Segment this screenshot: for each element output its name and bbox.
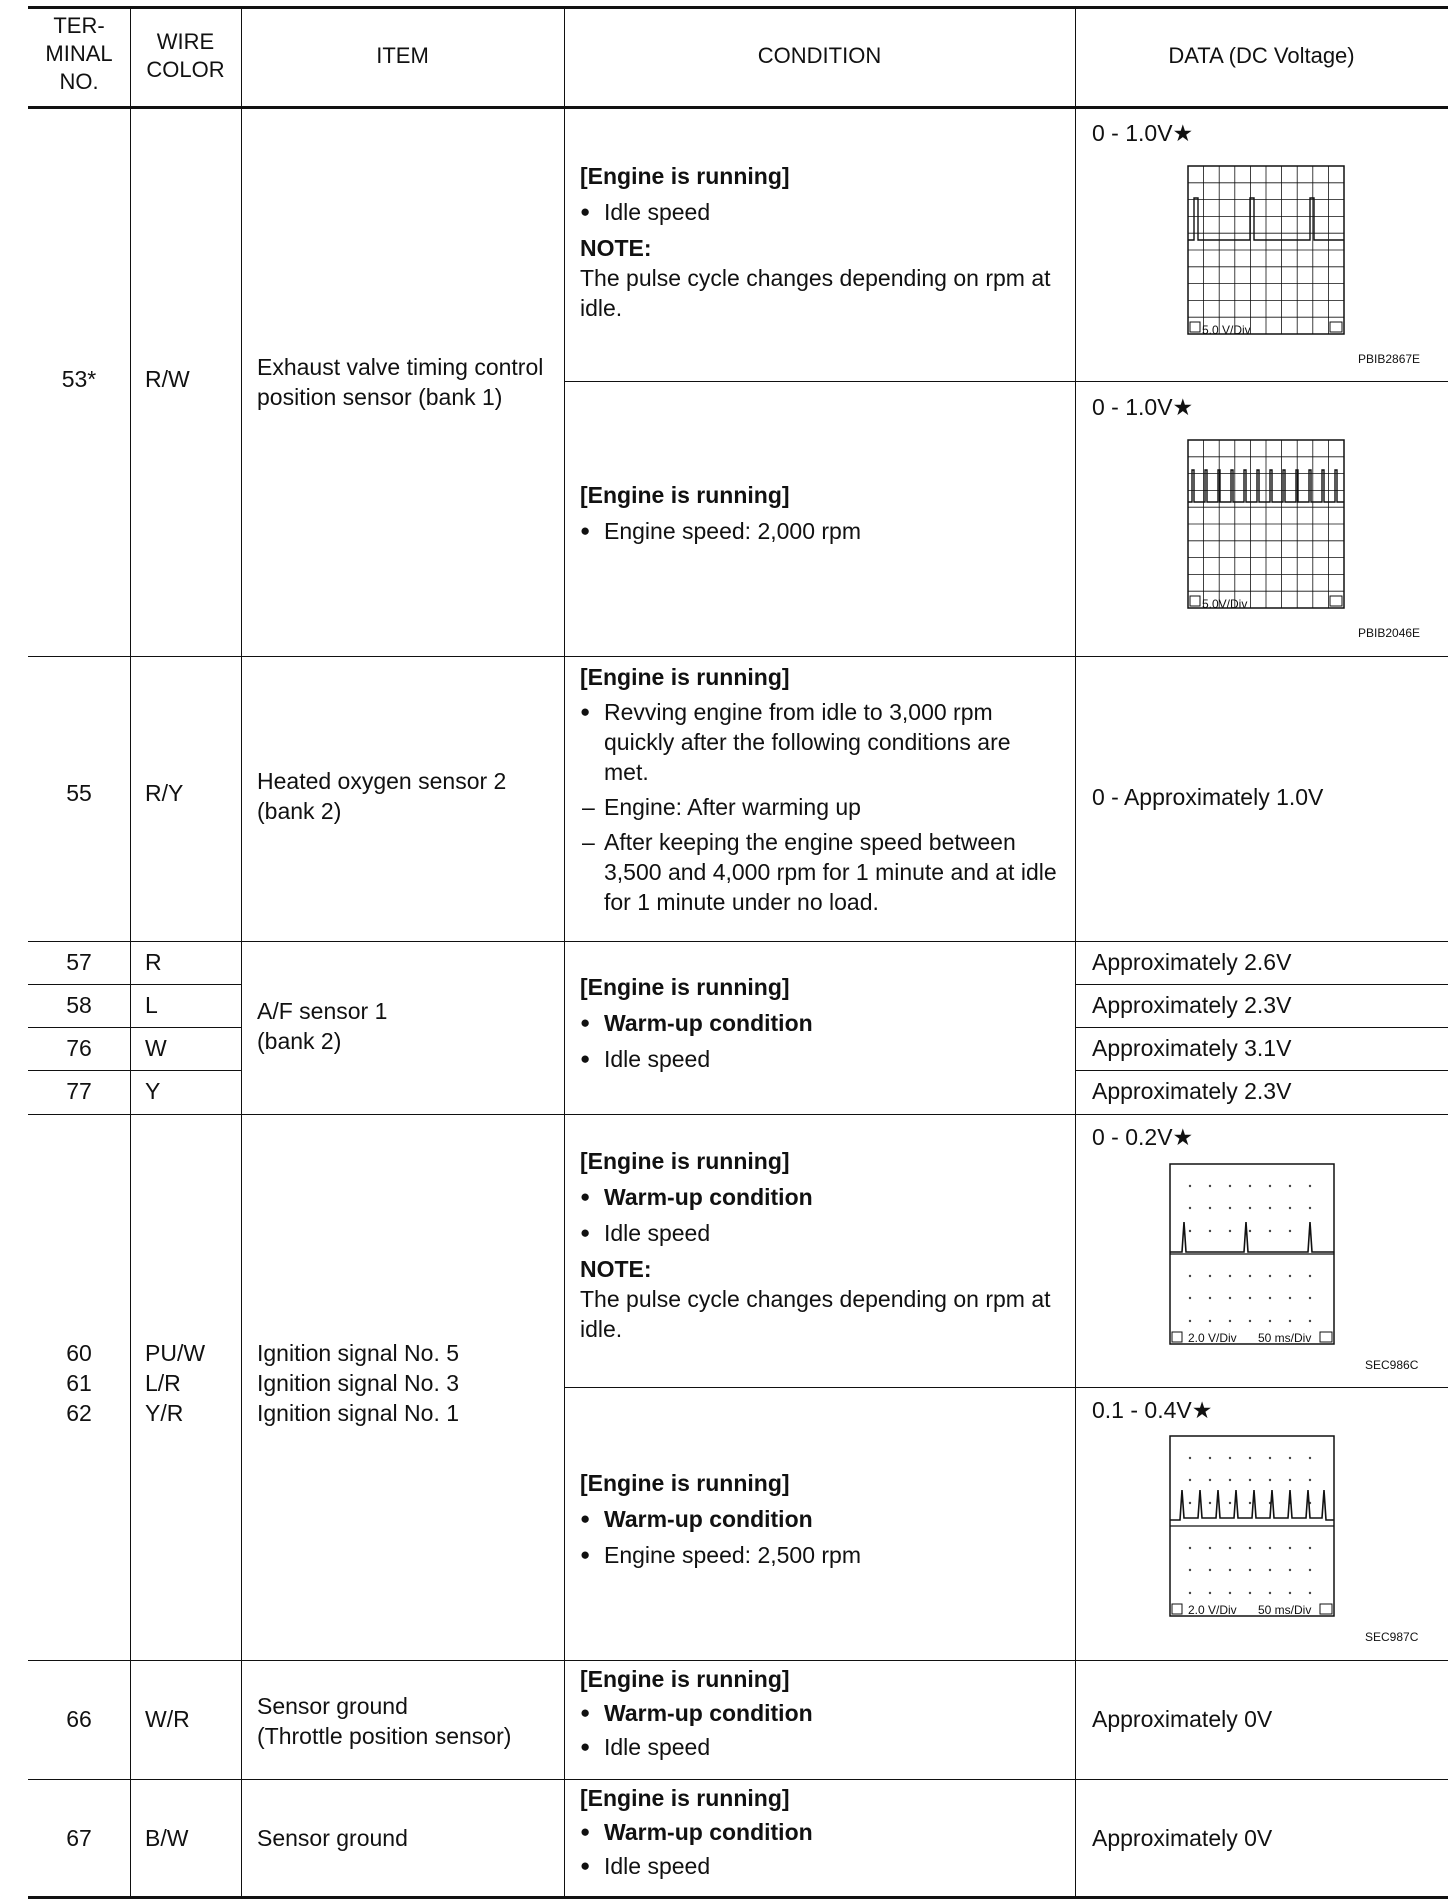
column-rule: [1075, 6, 1076, 1898]
terminal-77: 77: [66, 1078, 92, 1104]
column-rule: [564, 6, 565, 1898]
header-data: DATA (DC Voltage): [1168, 43, 1355, 68]
wire-color-55: R/Y: [145, 780, 184, 806]
row-rule: [564, 1387, 1448, 1388]
column-rule: [241, 6, 242, 1898]
terminal-57: 57: [66, 949, 92, 975]
waveform-ignition-idle-time: 50 ms/Div: [1258, 1331, 1312, 1345]
terminal-55: 55: [66, 780, 92, 806]
row-rule: [28, 1070, 241, 1071]
wire-color-77: Y: [145, 1078, 161, 1104]
condition-ignition-idle: [Engine is running] ● Warm-up condition ● Idle speed NOTE: The pulse cycle changes depending on rpm at idle.: [580, 1146, 1068, 1344]
waveform-53-2000rpm: [1180, 432, 1350, 616]
terminals-ignition: 60 61 62: [66, 1340, 92, 1426]
data-67: Approximately 0V: [1092, 1825, 1273, 1851]
wire-color-76: W: [145, 1035, 167, 1061]
header-item: ITEM: [376, 43, 429, 68]
terminal-76: 76: [66, 1035, 92, 1061]
condition-55: [Engine is running] ● Revving engine from idle to 3,000 rpm quickly after the following conditions are met. – Engine: After warming up – After keeping the engine speed between 3,500 and 4,000 rpm for 1 minute and at idle for 1 minute under no load.: [580, 662, 1068, 917]
header-terminal: TER- MINAL NO.: [45, 13, 113, 94]
figure-code-ignition-2500rpm: SEC987C: [1365, 1630, 1419, 1644]
figure-code-ignition-idle: SEC986C: [1365, 1358, 1419, 1372]
condition-ignition-2500rpm: [Engine is running] ● Warm-up condition ● Engine speed: 2,500 rpm: [580, 1468, 1068, 1570]
data-55: 0 - Approximately 1.0V: [1092, 784, 1324, 810]
data-ignition-2500rpm-value: 0.1 - 0.4V ★: [1092, 1395, 1212, 1425]
items-ignition: Ignition signal No. 5 Ignition signal No. 3 Ignition signal No. 1: [257, 1340, 460, 1426]
waveform-ignition-idle-scale: 2.0 V/Div: [1188, 1331, 1237, 1345]
row-rule: [1075, 1027, 1448, 1028]
wire-color-66: W/R: [145, 1706, 190, 1732]
row-rule: [28, 984, 241, 985]
item-55: Heated oxygen sensor 2 (bank 2): [257, 768, 507, 824]
terminal-66: 66: [66, 1706, 92, 1732]
data-ignition-idle-value: 0 - 0.2V ★: [1092, 1122, 1193, 1152]
waveform-53-idle-scale: 5.0 V/Div: [1202, 323, 1251, 337]
data-58: Approximately 2.3V: [1092, 992, 1292, 1018]
row-rule: [1075, 1070, 1448, 1071]
condition-53-idle: [Engine is running] ● Idle speed NOTE: The pulse cycle changes depending on rpm at idle.: [580, 161, 1068, 323]
figure-code-53-idle: PBIB2867E: [1358, 352, 1421, 366]
figure-code-53-2000rpm: PBIB2046E: [1358, 626, 1421, 640]
condition-67: [Engine is running] ● Warm-up condition ● Idle speed: [580, 1783, 1068, 1881]
item-53: Exhaust valve timing control position sensor (bank 1): [257, 354, 544, 410]
condition-66: [Engine is running] ● Warm-up condition ● Idle speed: [580, 1664, 1068, 1762]
data-53-idle-value: 0 - 1.0V ★: [1092, 118, 1193, 148]
waveform-ignition-idle: [1162, 1156, 1358, 1356]
item-67: Sensor ground: [257, 1825, 408, 1851]
condition-53-2000rpm: [Engine is running] ● Engine speed: 2,000 rpm: [580, 480, 1068, 546]
row-rule: [28, 1027, 241, 1028]
terminal-58: 58: [66, 992, 92, 1018]
terminal-67: 67: [66, 1825, 92, 1851]
waveform-53-2000rpm-scale: 5.0V/Div: [1202, 597, 1248, 611]
header-condition: CONDITION: [757, 43, 882, 68]
data-77: Approximately 2.3V: [1092, 1078, 1292, 1104]
column-rule: [130, 6, 131, 1898]
condition-af-sensor: [Engine is running] ● Warm-up condition ● Idle speed: [580, 972, 1068, 1074]
row-rule: [564, 381, 1448, 382]
item-66: Sensor ground (Throttle position sensor): [257, 1693, 512, 1749]
waveform-ignition-2500rpm-time: 50 ms/Div: [1258, 1603, 1312, 1617]
data-57: Approximately 2.6V: [1092, 949, 1292, 975]
wire-colors-ignition: PU/W L/R Y/R: [145, 1340, 206, 1426]
data-66: Approximately 0V: [1092, 1706, 1273, 1732]
wire-color-53: R/W: [145, 366, 190, 392]
waveform-ignition-2500rpm-scale: 2.0 V/Div: [1188, 1603, 1237, 1617]
data-53-2000rpm-value: 0 - 1.0V ★: [1092, 392, 1193, 422]
item-af-sensor: A/F sensor 1 (bank 2): [257, 998, 388, 1054]
row-rule: [1075, 984, 1448, 985]
terminal-data-table: [28, 6, 1448, 1888]
terminal-53: 53*: [61, 366, 97, 392]
waveform-ignition-2500rpm: [1162, 1428, 1358, 1628]
wire-color-58: L: [145, 992, 158, 1018]
waveform-53-idle: [1180, 158, 1350, 342]
wire-color-67: B/W: [145, 1825, 189, 1851]
data-76: Approximately 3.1V: [1092, 1035, 1292, 1061]
wire-color-57: R: [145, 949, 162, 975]
header-wire-color: WIRE COLOR: [146, 29, 225, 82]
